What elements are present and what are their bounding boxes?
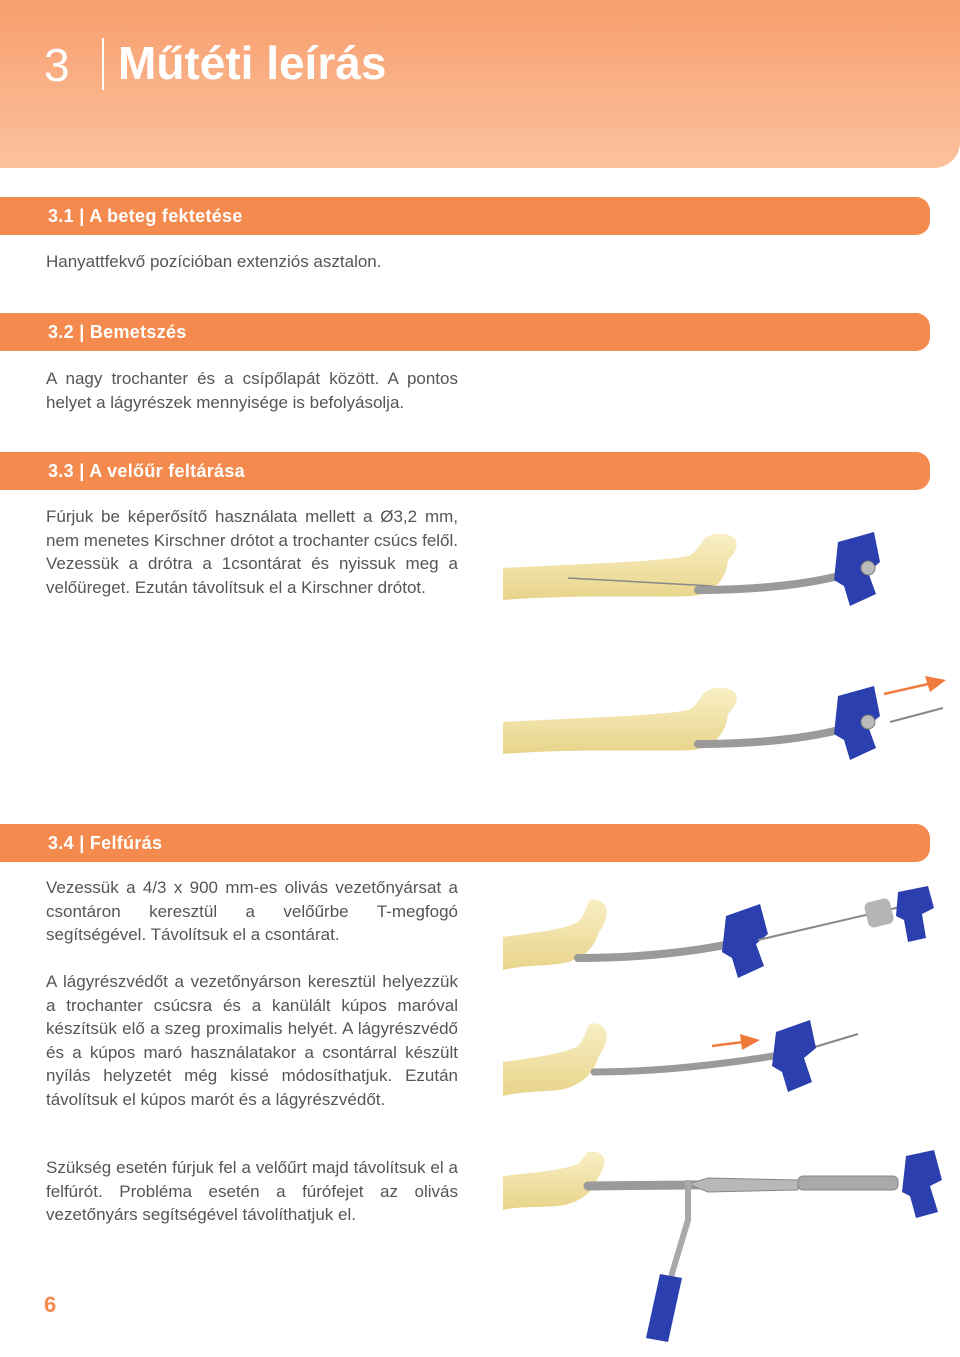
page-header xyxy=(0,0,960,168)
section-heading-text: 3.4 | Felfúrás xyxy=(48,833,163,853)
t-handle-icon xyxy=(722,904,768,978)
section-heading-3-3 xyxy=(0,452,930,490)
wire-chuck-icon xyxy=(863,897,895,929)
section-heading-text: 3.3 | A velőűr feltárása xyxy=(48,461,245,481)
section-3-1-text: Hanyattfekvő pozícióban extenziós asztalon. xyxy=(46,252,382,271)
chapter-title: Műtéti leírás xyxy=(118,37,387,89)
section-3-4-text-2: A lágyrészvédőt a vezetőnyárson keresztül helyezzük a trochanter csúcsra és a kanülált kúpos maróval készítsük elő a szeg proximalis helyét. A lágyrészvédő és a kúpos maró használatakor a csontárral készült nyílás helyzetét még kissé módosíthatjuk. Ezután távolítsuk el kúpos marót és a lágyrészvédőt. xyxy=(46,972,458,1109)
header-divider xyxy=(102,38,104,90)
page-number: 6 xyxy=(44,1292,57,1317)
arrow-right-icon xyxy=(925,676,946,692)
crank-handle-icon xyxy=(646,1274,682,1342)
drive-crank-icon xyxy=(668,1180,688,1290)
handle-nut-icon xyxy=(861,715,875,729)
arrow-line-icon xyxy=(712,1042,743,1046)
handle-nut-icon xyxy=(861,561,875,575)
drive-coupling-icon xyxy=(798,1176,898,1190)
section-3-3-text: Fúrjuk be képerősítő használata mellett a Ø3,2 mm, nem menetes Kirschner drótot a trochanter csúcs felől. Vezessük a drótra a 1csontárat és nyissuk meg a velőüreget. Ezután távolítsuk el a Kirschner drótot. xyxy=(46,507,458,597)
arrow-line-icon xyxy=(884,684,928,694)
figure-flexible-reamer xyxy=(498,1150,958,1355)
section-3-2-text: A nagy trochanter és a csípőlapát között. A pontos helyet a lágyrészek mennyisége is befolyásolja. xyxy=(46,369,458,412)
arrow-right-icon xyxy=(740,1034,760,1050)
section-3-4-text-1: Vezessük a 4/3 x 900 mm-es olivás vezetőnyársat a csontáron keresztül a velőűrbe T-megfogó segítségével. Távolítsuk el a csontárat. xyxy=(46,878,458,944)
figure-conical-reamer xyxy=(498,1012,898,1132)
femur-bone-icon xyxy=(503,1023,607,1096)
t-grip-icon xyxy=(896,886,934,942)
reamer-head-icon xyxy=(688,1178,798,1192)
chapter-number: 3 xyxy=(44,39,70,91)
section-heading-3-2 xyxy=(0,313,930,351)
section-heading-text: 3.1 | A beteg fektetése xyxy=(48,206,243,226)
section-heading-3-1 xyxy=(0,197,930,235)
section-3-4-text-3: Szükség esetén fúrjuk fel a velőűrt majd távolítsuk el a felfúrót. Probléma esetén a fúrófejet az olivás vezetőnyárs segítségével távolíthatjuk el. xyxy=(46,1158,458,1224)
section-heading-text: 3.2 | Bemetszés xyxy=(48,322,187,342)
femur-bone-icon xyxy=(503,1152,605,1211)
figure-guide-wire-insertion xyxy=(498,882,948,992)
figure-awl-with-kwire xyxy=(498,520,898,630)
section-heading-3-4 xyxy=(0,824,930,862)
figure-kwire-removal xyxy=(498,672,948,782)
t-handle-icon xyxy=(772,1020,816,1092)
reamer-shaft-icon xyxy=(594,1052,798,1072)
kirschner-wire-icon xyxy=(890,708,943,722)
t-grip-icon xyxy=(902,1150,942,1218)
